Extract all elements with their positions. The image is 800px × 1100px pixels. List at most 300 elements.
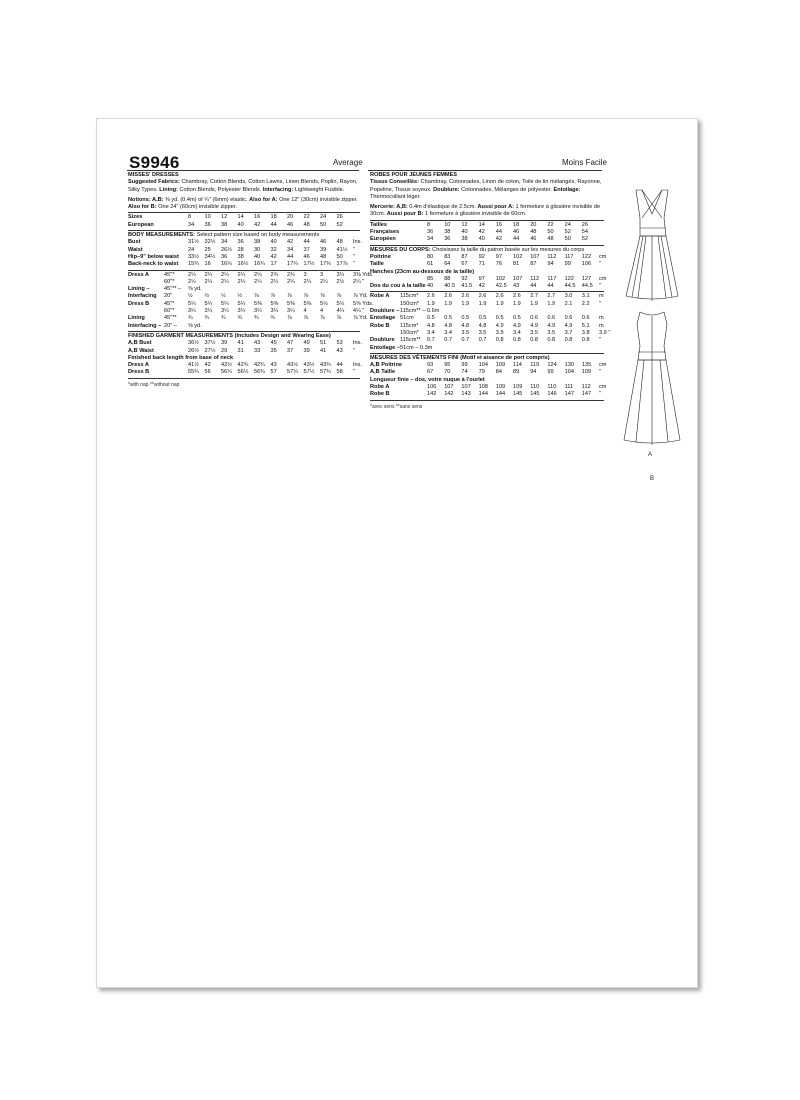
cell-value: 46 bbox=[320, 239, 327, 246]
european-sizes-row bbox=[128, 222, 360, 229]
cell-value: 43¾ bbox=[320, 362, 331, 369]
cell-value: 83 bbox=[444, 253, 451, 260]
cell-value: 0.7 bbox=[444, 337, 452, 344]
yardage-row bbox=[370, 329, 611, 337]
row-label: Hip–9" below waist bbox=[128, 253, 179, 260]
row-label: Tailles bbox=[370, 221, 387, 228]
cell-value: 107 bbox=[513, 275, 523, 282]
cell-value: 32 bbox=[270, 246, 277, 253]
cell-value: ¾ bbox=[237, 315, 243, 322]
cell-value: 42.5 bbox=[495, 283, 507, 290]
cell-value: 17¼ bbox=[287, 261, 298, 268]
cell-value: 0.7 bbox=[461, 337, 470, 344]
cell-value: 26½ bbox=[188, 347, 199, 354]
cell-value: 48 bbox=[320, 253, 327, 260]
cell-value: 24 bbox=[320, 214, 327, 221]
cell-value: 20 bbox=[287, 214, 294, 221]
cell-value: 3.5 bbox=[495, 329, 504, 336]
body-measurement-row bbox=[128, 247, 360, 254]
cell-value: 4.8 bbox=[427, 322, 435, 329]
row-label: Lining bbox=[128, 315, 145, 322]
cell-value: 70 bbox=[444, 369, 451, 376]
unit: " bbox=[599, 369, 601, 376]
cell-value: 17⅞ bbox=[336, 261, 348, 268]
unit: " bbox=[599, 391, 601, 398]
cell-value: 38 bbox=[444, 229, 451, 236]
unit: " bbox=[599, 283, 601, 290]
cell-value: 52 bbox=[581, 236, 589, 243]
cell-value: ¾ bbox=[221, 315, 226, 322]
cell-value: 16 bbox=[254, 214, 261, 221]
unit: " bbox=[599, 261, 601, 268]
cell-value: 2¾ bbox=[287, 271, 295, 278]
cell-value: 0.5 bbox=[478, 315, 487, 322]
cell-value: 44 bbox=[530, 283, 537, 290]
cell-value: 33½ bbox=[188, 253, 199, 260]
mercerie: Mercerie: A,B: 0.4m d'élastique de 2.5cm. Aussi pour A: 1 fermeture à glissière invisible de 30cm. Aussi pour B: 1 fermeture à glissière invisible de 60cm. bbox=[370, 204, 601, 218]
cell-value: 87 bbox=[530, 261, 537, 268]
cell-value: 8 bbox=[427, 221, 431, 228]
cell-value: 147 bbox=[581, 391, 592, 398]
cell-value: 114 bbox=[513, 362, 522, 369]
cell-value: ⅞ bbox=[336, 293, 342, 300]
yardage-row bbox=[128, 286, 360, 293]
body-measurement-row bbox=[128, 239, 363, 246]
cell-value: 3.5 bbox=[461, 329, 470, 336]
unit: " bbox=[353, 253, 355, 260]
cell-value: 40 bbox=[254, 253, 261, 260]
cell-value: 107 bbox=[444, 384, 454, 391]
cell-value: ⅞ bbox=[254, 293, 259, 300]
divider bbox=[370, 245, 604, 246]
cell-value: 79 bbox=[478, 369, 485, 376]
cell-value: 2¼ bbox=[221, 271, 229, 278]
fabric-width: 60"* bbox=[164, 278, 175, 285]
cell-value: ⅞ bbox=[287, 315, 292, 322]
fabric-width: 45"* bbox=[164, 300, 175, 307]
cell-value: 36 bbox=[221, 253, 228, 260]
cell-value: ½ bbox=[221, 293, 226, 300]
cell-value: 95 bbox=[444, 362, 451, 369]
row-label: Poitrine bbox=[370, 253, 391, 260]
cell-value: 2¼ bbox=[204, 271, 213, 278]
cell-value: 42½ bbox=[221, 362, 232, 369]
divider bbox=[370, 400, 604, 401]
cell-value: 106 bbox=[427, 384, 437, 391]
divider bbox=[370, 353, 604, 354]
yardage-row bbox=[128, 300, 374, 308]
cell-value: 35 bbox=[270, 347, 277, 354]
cell-value: 5.1 bbox=[581, 322, 590, 329]
row-label: Doublure – bbox=[370, 308, 400, 315]
unit: Ins. bbox=[353, 362, 363, 369]
cell-value: 2.2 bbox=[581, 300, 590, 307]
cell-value: 2¼ bbox=[188, 278, 196, 285]
cell-value: 1.9 bbox=[530, 300, 538, 307]
cell-value: 14 bbox=[237, 214, 244, 221]
cell-value: 0.8 bbox=[547, 337, 556, 344]
cell-value: 4 bbox=[320, 308, 324, 315]
cell-value: 142 bbox=[427, 391, 437, 398]
cell-value: 94 bbox=[530, 369, 537, 376]
cell-value: 5¼ bbox=[221, 300, 229, 307]
cell-value: 50 bbox=[336, 253, 343, 260]
cell-value: 76 bbox=[495, 261, 503, 268]
cell-value: 0.8 bbox=[513, 337, 521, 344]
row-label: A,B Bust bbox=[128, 340, 152, 347]
cell-value: 48 bbox=[336, 239, 343, 246]
cell-value: 57½ bbox=[303, 369, 315, 376]
divider bbox=[128, 230, 360, 231]
unit: cm bbox=[599, 362, 607, 369]
unit: 5⅝ Yds. bbox=[353, 300, 374, 307]
unit: m bbox=[599, 293, 604, 300]
cell-value: 16¼ bbox=[221, 261, 232, 268]
divider bbox=[370, 220, 604, 221]
row-label: Robe B bbox=[370, 322, 390, 329]
finished-measurement-row bbox=[370, 362, 607, 369]
cell-value: 44 bbox=[495, 229, 503, 236]
view-a-label: A bbox=[648, 452, 653, 458]
cell-value: 109 bbox=[495, 384, 506, 391]
cell-value: 3¼ bbox=[221, 308, 229, 315]
cell-value: 5¼ bbox=[204, 300, 213, 307]
row-label: Sizes bbox=[128, 214, 143, 221]
cell-value: 3¼ bbox=[204, 308, 213, 315]
cell-value: 104 bbox=[478, 362, 488, 369]
cell-value: 2¼ bbox=[237, 278, 246, 285]
cell-value: 58 bbox=[336, 369, 343, 376]
cell-value: ⅞ bbox=[287, 293, 292, 300]
cell-value: 109 bbox=[495, 362, 506, 369]
unit: ⅞ Yd. bbox=[353, 293, 368, 300]
cell-value: 0.5 bbox=[427, 315, 435, 322]
fabric-width: 150cm* bbox=[400, 300, 419, 307]
cell-value: 145 bbox=[513, 391, 523, 398]
cell-value: 112 bbox=[547, 253, 557, 260]
cell-value: 34½ bbox=[204, 253, 216, 260]
cell-value: 2¼ bbox=[320, 278, 328, 285]
cell-value: 44 bbox=[513, 236, 520, 243]
back-length-row bbox=[128, 369, 360, 376]
unit: " bbox=[353, 347, 355, 354]
cell-value: 142 bbox=[444, 391, 454, 398]
cell-value: 12 bbox=[221, 214, 228, 221]
unit: 2¼ " bbox=[353, 278, 365, 285]
cell-value: 3 bbox=[303, 271, 307, 278]
cell-value: 3.4 bbox=[513, 329, 521, 336]
cell-value: 0.8 bbox=[495, 337, 504, 344]
unit: " bbox=[353, 369, 355, 376]
cell-value: 48 bbox=[303, 221, 310, 228]
fabric-width: 115cm* bbox=[400, 293, 419, 300]
cell-value: 144 bbox=[478, 391, 488, 398]
cell-value: 1.9 bbox=[461, 300, 470, 307]
cell-value: 43 bbox=[513, 283, 520, 290]
cell-value: ¾ bbox=[188, 315, 193, 322]
cell-value: 2¼ bbox=[270, 278, 279, 285]
cell-value: 57 bbox=[270, 369, 277, 376]
cell-value: 38 bbox=[461, 236, 468, 243]
cell-value: 34 bbox=[221, 239, 228, 246]
unit: " bbox=[599, 300, 601, 307]
divider bbox=[128, 212, 360, 213]
cell-value: 2.6 bbox=[427, 293, 435, 300]
cell-value: 112 bbox=[581, 384, 591, 391]
cell-value: 44 bbox=[287, 253, 294, 260]
cell-value: 42 bbox=[478, 283, 485, 290]
cell-value: 4.8 bbox=[461, 322, 470, 329]
row-label: Bust bbox=[128, 239, 141, 246]
cell-value: 4.8 bbox=[478, 322, 487, 329]
yardage-row bbox=[370, 345, 604, 352]
cell-value: 41 bbox=[320, 347, 327, 354]
cell-value: 67 bbox=[427, 369, 434, 376]
mesures-vetements-heading: MESURES DES VÊTEMENTS FINI (Motif et aisance de port compris) bbox=[370, 354, 550, 361]
sizes-row bbox=[128, 214, 360, 221]
cell-value: 36½ bbox=[188, 340, 199, 347]
longueur-finie-heading: Longueur finie – dos, votre nuque à l'ourlet bbox=[370, 376, 485, 383]
cell-value: 46 bbox=[287, 221, 294, 228]
cell-value: 2¾ bbox=[270, 271, 279, 278]
cell-value: 47 bbox=[287, 340, 294, 347]
row-label: A,B Taille bbox=[370, 369, 396, 376]
cell-value: 61 bbox=[427, 261, 434, 268]
suggested-fabrics: Suggested Fabrics: Chambray, Cotton Blends, Cotton Lawns, Linen Blends, Poplin, Rayon, Silky Types. Lining: Cotton Blends, Polyester Blends. Interfacing: Lightweight Fusible. bbox=[128, 179, 358, 193]
cell-value: 4.9 bbox=[530, 322, 538, 329]
cell-value: 81 bbox=[513, 261, 520, 268]
divider bbox=[370, 291, 604, 292]
cell-value: 37 bbox=[303, 246, 310, 253]
unit: Ins. bbox=[353, 340, 363, 347]
cell-value: 2¼ bbox=[254, 271, 262, 278]
row-label: Back-neck to waist bbox=[128, 261, 179, 268]
cell-value: 117 bbox=[547, 275, 557, 282]
cell-value: 39 bbox=[320, 246, 327, 253]
cell-value: 87 bbox=[461, 253, 468, 260]
cell-value: 36 bbox=[237, 239, 244, 246]
cell-value: 49 bbox=[303, 340, 310, 347]
cell-value: 135 bbox=[581, 362, 592, 369]
cell-value: 88 bbox=[444, 275, 451, 282]
cell-value: 119 bbox=[530, 362, 540, 369]
cell-value: 26 bbox=[336, 214, 343, 221]
cell-value: 4¼ bbox=[336, 308, 345, 315]
cell-value: 0.5 bbox=[444, 315, 452, 322]
cell-value: 3.5 bbox=[530, 329, 538, 336]
cell-value: 41½ bbox=[336, 246, 348, 253]
finished-measurement-row bbox=[128, 340, 363, 347]
cell-value: 50 bbox=[564, 236, 571, 243]
cell-value: 56½ bbox=[237, 369, 249, 376]
fabric-width: 150cm* bbox=[400, 329, 419, 336]
cell-value: 99 bbox=[564, 261, 571, 268]
cell-value: 64 bbox=[444, 261, 451, 268]
cell-value: 4.8 bbox=[444, 322, 452, 329]
pattern-number: S9946 bbox=[129, 153, 180, 172]
cell-value: 0.7 bbox=[478, 337, 487, 344]
cell-value: 15¾ bbox=[188, 261, 199, 268]
view-b-label: B bbox=[650, 476, 655, 482]
divider bbox=[128, 270, 360, 271]
cell-value: 41½ bbox=[188, 362, 199, 369]
cell-value: ⅞ bbox=[320, 293, 325, 300]
yardage-row bbox=[370, 323, 604, 330]
cell-value: 3.4 bbox=[444, 329, 452, 336]
cell-value: 0.8 bbox=[581, 337, 590, 344]
cell-value: 29 bbox=[221, 347, 228, 354]
cell-value: 0.6 bbox=[581, 315, 590, 322]
cell-value: 5¼ bbox=[188, 300, 196, 307]
cell-value: 16¾ bbox=[254, 261, 265, 268]
row-label: Robe A bbox=[370, 384, 390, 391]
cell-value: 1.9 bbox=[495, 300, 504, 307]
cell-value: 42¾ bbox=[254, 362, 265, 369]
finished-measurement-row bbox=[370, 369, 604, 376]
cell-value: ½ bbox=[237, 293, 243, 300]
cell-value: 80 bbox=[427, 253, 434, 260]
cell-value: 127 bbox=[581, 275, 592, 282]
cell-value: 0.5 bbox=[513, 315, 521, 322]
difficulty-level-fr: Moins Facile bbox=[562, 158, 607, 167]
cell-value: 3.8 bbox=[581, 329, 590, 336]
cell-value: 26½ bbox=[221, 246, 232, 253]
footnote-en: *with nap **without nap bbox=[128, 381, 180, 388]
yardage-row bbox=[128, 278, 365, 286]
header-rule-fr bbox=[368, 170, 602, 171]
tailles-row bbox=[370, 222, 604, 229]
cell-value: 38 bbox=[237, 253, 244, 260]
cell-value: 42¾ bbox=[237, 362, 249, 369]
cell-value: 3 bbox=[320, 271, 324, 278]
cell-value: ¾ bbox=[270, 315, 276, 322]
cell-value: 5½ bbox=[320, 300, 328, 307]
cell-value: 5⅜ bbox=[303, 300, 312, 307]
header-rule-en bbox=[127, 170, 359, 171]
cell-value: 20 bbox=[530, 221, 537, 228]
view-a-back-drawing bbox=[626, 190, 678, 301]
fabric-width: 51cm bbox=[400, 315, 414, 322]
cell-value: 102 bbox=[513, 253, 523, 260]
footnote-fr: *avec sens **sans sens bbox=[370, 403, 423, 410]
cell-value: ⅞ bbox=[303, 293, 309, 300]
cell-value: 28 bbox=[237, 246, 244, 253]
cell-value: 46 bbox=[513, 229, 520, 236]
cell-value: 3.0 bbox=[564, 293, 573, 300]
cell-value: 2¼ bbox=[303, 278, 312, 285]
body-measurement-row bbox=[128, 261, 360, 268]
cell-value: 38 bbox=[254, 239, 261, 246]
cell-value: 89 bbox=[513, 369, 520, 376]
cell-value: 147 bbox=[564, 391, 574, 398]
french-column bbox=[370, 172, 611, 411]
cell-value: 0.5 bbox=[461, 315, 470, 322]
dress-views-drawing bbox=[612, 184, 692, 454]
row-label: Waist bbox=[128, 246, 143, 253]
cell-value: ¾ bbox=[204, 315, 210, 322]
cell-value: ⅞ bbox=[320, 315, 325, 322]
cell-value: 44 bbox=[547, 283, 554, 290]
garment-title: MISSES' DRESSES bbox=[128, 172, 179, 178]
cell-value: ⅞ bbox=[336, 315, 342, 322]
cell-value: 111 bbox=[564, 384, 574, 391]
cell-value: 117 bbox=[564, 253, 574, 260]
cell-value: 31 bbox=[237, 347, 244, 354]
cell-value: 108 bbox=[478, 384, 488, 391]
unit: " bbox=[353, 261, 355, 268]
cell-value: 50 bbox=[320, 221, 327, 228]
cell-value: 34 bbox=[188, 221, 195, 228]
cell-value: 48 bbox=[530, 229, 537, 236]
cell-value: 2¼ bbox=[287, 278, 295, 285]
unit: cm bbox=[599, 384, 607, 391]
cell-value: 3¼ bbox=[287, 308, 295, 315]
fabric-width: 115cm** bbox=[400, 337, 421, 344]
yardage-row bbox=[370, 293, 604, 300]
back-length-heading: Finished back length from base of neck bbox=[128, 354, 234, 361]
cell-value: 1.9 bbox=[478, 300, 487, 307]
cell-value: 3.4 bbox=[427, 329, 435, 336]
yardage-row bbox=[128, 293, 368, 300]
unit: " bbox=[353, 246, 355, 253]
pattern-sheet bbox=[96, 118, 698, 988]
cell-value: 53 bbox=[336, 340, 343, 347]
cell-value: 4.9 bbox=[547, 322, 556, 329]
cell-value: 124 bbox=[547, 362, 557, 369]
unit: 3.9 " bbox=[599, 329, 611, 336]
cell-value: 52 bbox=[336, 221, 343, 228]
cell-value: 39 bbox=[303, 347, 310, 354]
cell-value: 22 bbox=[547, 221, 554, 228]
cell-value: 31½ bbox=[188, 239, 199, 246]
cell-value: 146 bbox=[547, 391, 557, 398]
cell-value: 3¼ bbox=[237, 308, 246, 315]
cell-value: 94 bbox=[547, 261, 554, 268]
hanches-heading: Hanches (23cm au-dessous de la taille) bbox=[370, 268, 475, 275]
cell-value: 56 bbox=[204, 369, 211, 376]
cell-value: ⅞ bbox=[270, 293, 276, 300]
cell-value: 18 bbox=[513, 221, 520, 228]
unit: ⅞ Yd. bbox=[353, 315, 368, 322]
row-label: Européen bbox=[370, 236, 396, 243]
cell-value: 16½ bbox=[237, 261, 249, 268]
cell-value: 48 bbox=[547, 236, 554, 243]
cell-value: 1.9 bbox=[513, 300, 521, 307]
body-measurement-row bbox=[370, 261, 604, 268]
cell-value: 18 bbox=[270, 214, 277, 221]
fabric-width: 45"** bbox=[164, 315, 177, 322]
cell-value: 44.5 bbox=[564, 283, 576, 290]
view-b-back-drawing bbox=[624, 312, 680, 445]
cell-value: 43½ bbox=[303, 362, 315, 369]
cell-value: 16 bbox=[204, 261, 211, 268]
unit: 4¼ " bbox=[353, 308, 365, 315]
cell-value: 2¼ bbox=[188, 271, 196, 278]
cell-value: 42 bbox=[478, 229, 485, 236]
cell-value: 71 bbox=[478, 261, 485, 268]
cell-value: 110 bbox=[530, 384, 540, 391]
dos-row bbox=[370, 283, 604, 290]
yardage-row bbox=[370, 337, 604, 344]
cell-value: 144 bbox=[495, 391, 506, 398]
fabric-width: 115cm* bbox=[400, 322, 419, 329]
unit: cm bbox=[599, 275, 607, 282]
cell-value: 26 bbox=[581, 221, 589, 228]
fabric-width: 51cm – 0.3m bbox=[400, 344, 433, 351]
row-label: Robe A bbox=[370, 293, 390, 300]
fabric-width: 45"* bbox=[164, 271, 175, 278]
cell-value: 122 bbox=[564, 275, 574, 282]
